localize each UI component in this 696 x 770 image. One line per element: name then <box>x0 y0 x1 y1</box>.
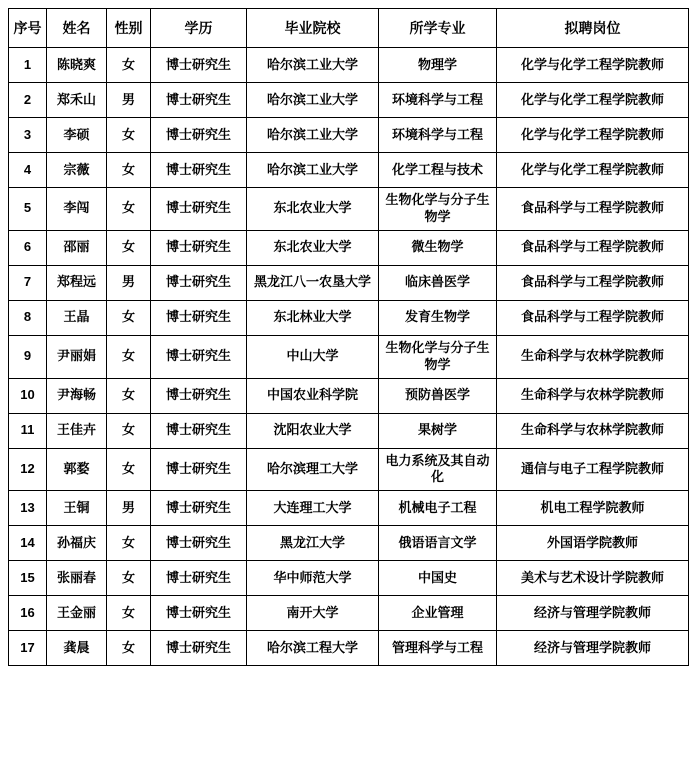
cell-major: 环境科学与工程 <box>379 118 497 153</box>
cell-major: 俄语语言文学 <box>379 526 497 561</box>
cell-gender: 女 <box>107 526 151 561</box>
cell-gender: 女 <box>107 153 151 188</box>
cell-major: 微生物学 <box>379 230 497 265</box>
table-row <box>9 188 689 231</box>
cell-index: 13 <box>9 491 47 526</box>
column-header-index: 序号 <box>9 9 47 48</box>
column-header-gender: 性别 <box>107 9 151 48</box>
cell-name: 郑程远 <box>47 265 107 300</box>
cell-major: 发育生物学 <box>379 300 497 335</box>
cell-post: 化学与化学工程学院教师 <box>497 153 689 188</box>
cell-post: 食品科学与工程学院教师 <box>497 230 689 265</box>
cell-gender: 男 <box>107 491 151 526</box>
cell-gender: 女 <box>107 188 151 231</box>
cell-gender: 女 <box>107 300 151 335</box>
cell-major: 化学工程与技术 <box>379 153 497 188</box>
cell-degree: 博士研究生 <box>151 413 247 448</box>
cell-index: 2 <box>9 83 47 118</box>
cell-name: 尹丽娟 <box>47 335 107 378</box>
column-header-school: 毕业院校 <box>247 9 379 48</box>
table-row <box>9 526 689 561</box>
cell-major: 管理科学与工程 <box>379 631 497 666</box>
cell-school: 华中师范大学 <box>247 561 379 596</box>
cell-name: 王铜 <box>47 491 107 526</box>
cell-name: 龚晨 <box>47 631 107 666</box>
cell-name: 王佳卉 <box>47 413 107 448</box>
cell-gender: 女 <box>107 413 151 448</box>
table-row <box>9 378 689 413</box>
cell-index: 16 <box>9 596 47 631</box>
cell-degree: 博士研究生 <box>151 83 247 118</box>
cell-degree: 博士研究生 <box>151 596 247 631</box>
table-row <box>9 491 689 526</box>
cell-index: 8 <box>9 300 47 335</box>
cell-school: 哈尔滨工业大学 <box>247 118 379 153</box>
cell-gender: 女 <box>107 230 151 265</box>
cell-major: 中国史 <box>379 561 497 596</box>
cell-degree: 博士研究生 <box>151 526 247 561</box>
cell-gender: 女 <box>107 118 151 153</box>
cell-degree: 博士研究生 <box>151 491 247 526</box>
cell-school: 中山大学 <box>247 335 379 378</box>
candidates-table <box>8 8 689 666</box>
cell-school: 大连理工大学 <box>247 491 379 526</box>
cell-gender: 男 <box>107 265 151 300</box>
column-header-post: 拟聘岗位 <box>497 9 689 48</box>
cell-major: 生物化学与分子生物学 <box>379 335 497 378</box>
cell-degree: 博士研究生 <box>151 118 247 153</box>
cell-degree: 博士研究生 <box>151 631 247 666</box>
table-row <box>9 561 689 596</box>
cell-index: 11 <box>9 413 47 448</box>
cell-degree: 博士研究生 <box>151 448 247 491</box>
cell-name: 尹海畅 <box>47 378 107 413</box>
cell-name: 王晶 <box>47 300 107 335</box>
cell-name: 宗薇 <box>47 153 107 188</box>
cell-name: 李硕 <box>47 118 107 153</box>
cell-major: 环境科学与工程 <box>379 83 497 118</box>
table-row <box>9 153 689 188</box>
cell-post: 食品科学与工程学院教师 <box>497 265 689 300</box>
cell-school: 沈阳农业大学 <box>247 413 379 448</box>
cell-name: 孙福庆 <box>47 526 107 561</box>
cell-degree: 博士研究生 <box>151 188 247 231</box>
cell-index: 6 <box>9 230 47 265</box>
table-row <box>9 631 689 666</box>
cell-post: 经济与管理学院教师 <box>497 631 689 666</box>
cell-index: 5 <box>9 188 47 231</box>
cell-post: 机电工程学院教师 <box>497 491 689 526</box>
cell-school: 东北农业大学 <box>247 230 379 265</box>
cell-post: 化学与化学工程学院教师 <box>497 118 689 153</box>
cell-major: 生物化学与分子生物学 <box>379 188 497 231</box>
cell-post: 食品科学与工程学院教师 <box>497 188 689 231</box>
cell-name: 李闯 <box>47 188 107 231</box>
cell-degree: 博士研究生 <box>151 378 247 413</box>
table-row <box>9 265 689 300</box>
cell-index: 3 <box>9 118 47 153</box>
cell-index: 1 <box>9 48 47 83</box>
cell-post: 通信与电子工程学院教师 <box>497 448 689 491</box>
cell-name: 邵丽 <box>47 230 107 265</box>
cell-gender: 女 <box>107 48 151 83</box>
table-row <box>9 48 689 83</box>
cell-gender: 女 <box>107 596 151 631</box>
cell-major: 预防兽医学 <box>379 378 497 413</box>
table-header <box>9 9 689 48</box>
cell-school: 哈尔滨工业大学 <box>247 83 379 118</box>
cell-school: 黑龙江八一农垦大学 <box>247 265 379 300</box>
cell-major: 电力系统及其自动化 <box>379 448 497 491</box>
cell-post: 食品科学与工程学院教师 <box>497 300 689 335</box>
cell-school: 东北农业大学 <box>247 188 379 231</box>
cell-post: 外国语学院教师 <box>497 526 689 561</box>
cell-degree: 博士研究生 <box>151 48 247 83</box>
table-row <box>9 596 689 631</box>
cell-school: 哈尔滨工业大学 <box>247 48 379 83</box>
cell-name: 郑禾山 <box>47 83 107 118</box>
table-row <box>9 230 689 265</box>
cell-school: 哈尔滨工程大学 <box>247 631 379 666</box>
cell-gender: 女 <box>107 631 151 666</box>
cell-degree: 博士研究生 <box>151 561 247 596</box>
cell-index: 4 <box>9 153 47 188</box>
cell-degree: 博士研究生 <box>151 153 247 188</box>
table-row <box>9 335 689 378</box>
table-row <box>9 300 689 335</box>
cell-post: 生命科学与农林学院教师 <box>497 335 689 378</box>
cell-degree: 博士研究生 <box>151 335 247 378</box>
cell-major: 企业管理 <box>379 596 497 631</box>
cell-post: 化学与化学工程学院教师 <box>497 83 689 118</box>
cell-post: 生命科学与农林学院教师 <box>497 413 689 448</box>
cell-index: 7 <box>9 265 47 300</box>
cell-degree: 博士研究生 <box>151 265 247 300</box>
cell-name: 张丽春 <box>47 561 107 596</box>
cell-school: 南开大学 <box>247 596 379 631</box>
cell-school: 黑龙江大学 <box>247 526 379 561</box>
cell-school: 哈尔滨理工大学 <box>247 448 379 491</box>
cell-name: 郭婺 <box>47 448 107 491</box>
column-header-degree: 学历 <box>151 9 247 48</box>
cell-gender: 女 <box>107 335 151 378</box>
cell-post: 美术与艺术设计学院教师 <box>497 561 689 596</box>
table-row <box>9 118 689 153</box>
cell-index: 12 <box>9 448 47 491</box>
cell-major: 临床兽医学 <box>379 265 497 300</box>
column-header-name: 姓名 <box>47 9 107 48</box>
cell-index: 10 <box>9 378 47 413</box>
cell-gender: 女 <box>107 561 151 596</box>
cell-name: 王金丽 <box>47 596 107 631</box>
cell-gender: 女 <box>107 448 151 491</box>
cell-post: 生命科学与农林学院教师 <box>497 378 689 413</box>
cell-gender: 女 <box>107 378 151 413</box>
cell-index: 15 <box>9 561 47 596</box>
header-row <box>9 9 689 48</box>
cell-school: 中国农业科学院 <box>247 378 379 413</box>
table-body <box>9 48 689 666</box>
cell-index: 9 <box>9 335 47 378</box>
cell-index: 14 <box>9 526 47 561</box>
table-row <box>9 83 689 118</box>
cell-major: 机械电子工程 <box>379 491 497 526</box>
cell-index: 17 <box>9 631 47 666</box>
table-row <box>9 448 689 491</box>
cell-post: 化学与化学工程学院教师 <box>497 48 689 83</box>
cell-degree: 博士研究生 <box>151 300 247 335</box>
column-header-major: 所学专业 <box>379 9 497 48</box>
cell-school: 东北林业大学 <box>247 300 379 335</box>
cell-degree: 博士研究生 <box>151 230 247 265</box>
cell-post: 经济与管理学院教师 <box>497 596 689 631</box>
cell-gender: 男 <box>107 83 151 118</box>
cell-school: 哈尔滨工业大学 <box>247 153 379 188</box>
cell-name: 陈晓爽 <box>47 48 107 83</box>
cell-major: 果树学 <box>379 413 497 448</box>
table-row <box>9 413 689 448</box>
cell-major: 物理学 <box>379 48 497 83</box>
